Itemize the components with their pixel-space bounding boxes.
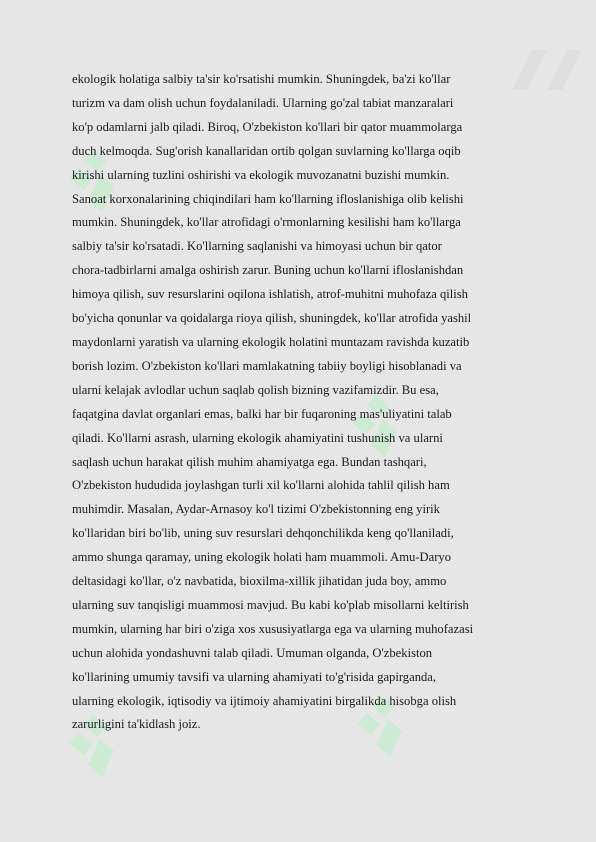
document-body bbox=[72, 68, 522, 737]
body-paragraph: ekologik holatiga salbiy ta'sir ko'rsatishi mumkin. Shuningdek, ba'zi ko'llar turizm va dam olish uchun foydalaniladi. Ularning go'zal tabiat manzaralari ko'p odamlarni jalb qiladi. Biroq, O'zbekiston ko'llari bir qator muammolarga duch kelmoqda. Sug'orish kanallaridan ortib qolgan suvlarning ko'llarga oqib kirishi ularning tuzlini oshirishi va ekologik muvozanatni buzishi mumkin. Sanoat korxonalarining chiqindilari ham ko'llarning ifloslanishiga olib kelishi mumkin. Shuningdek, ko'llar atrofidagi o'rmonlarning kesilishi ham ko'llarga salbiy ta'sir ko'rsatadi. Ko'llarning saqlanishi va himoyasi uchun bir qator chora-tadbirlarni amalga oshirish zarur. Buning uchun ko'llarni ifloslanishdan himoya qilish, suv resurslarini oqilona ishlatish, atrof-muhitni muhofaza qilish bo'yicha qonunlar va qoidalarga rioya qilish, shuningdek, ko'llar atrofida yashil maydonlarni yaratish va ularning ekologik holatini muntazam ravishda kuzatib borish lozim. O'zbekiston ko'llari mamlakatning tabiiy boyligi hisoblanadi va ularni kelajak avlodlar uchun saqlab qolish bizning vazifamizdir. Bu esa, faqatgina davlat organlari emas, balki har bir fuqaroning mas'uliyatini talab qiladi. Ko'llarni asrash, ularning ekologik ahamiyatini tushunish va ularni saqlash uchun harakat qilish muhim ahamiyatga ega. Bundan tashqari, O'zbekiston hududida joylashgan turli xil ko'llarni alohida tahlil qilish ham muhimdir. Masalan, Aydar-Arnasoy ko'l tizimi O'zbekistonning eng yirik ko'llaridan biri bo'lib, uning suv resurslari dehqonchilikda keng qo'llaniladi, ammo shunga qaramay, uning ekologik holati ham muammoli. Amu-Daryo deltasidagi ko'llar, o'z navbatida, bioxilma-xillik jihatidan juda boy, ammo ularning suv tanqisligi muammosi mavjud. Bu kabi ko'plab misollarni keltirish mumkin, ularning har biri o'ziga xos xususiyatlarga ega va ularning muhofazasi uchun alohida yondashuvni talab qiladi. Umuman olganda, O'zbekiston ko'llarining umumiy tavsifi va ularning ahamiyati to'g'risida gapirganda, ularning ekologik, iqtisodiy va ijtimoiy ahamiyatini birgalikda hisobga olish zarurligini ta'kidlash joiz. bbox=[72, 72, 474, 732]
